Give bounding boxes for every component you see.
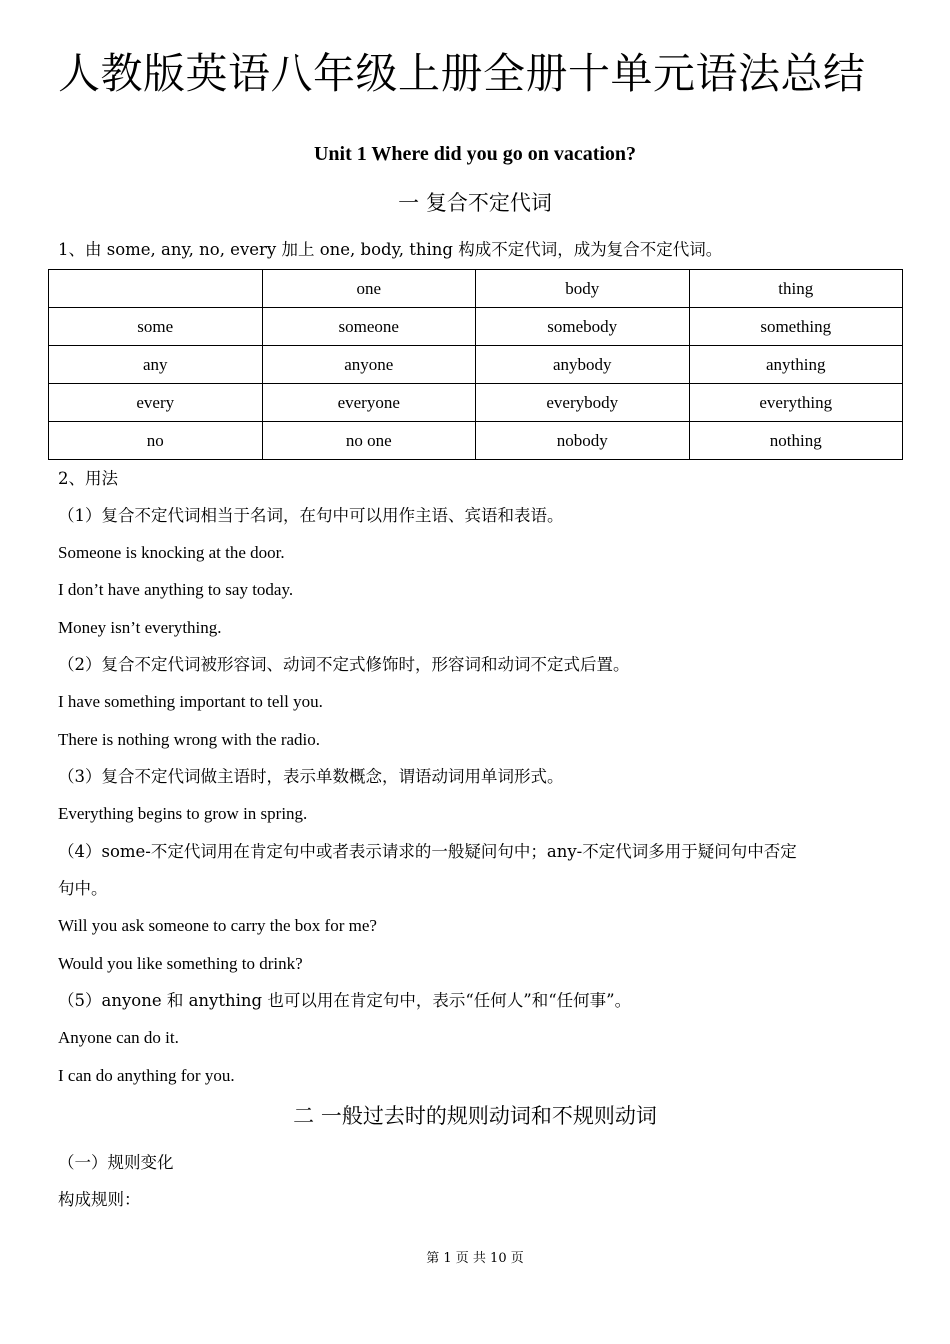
table-cell: any: [49, 346, 263, 384]
example-sentence: Everything begins to grow in spring.: [58, 804, 308, 823]
table-cell: everybody: [476, 384, 690, 422]
table-cell: some: [49, 308, 263, 346]
table-row: [49, 422, 903, 460]
table-header-cell: one: [262, 270, 476, 308]
usage-rule: （3）复合不定代词做主语时，表示单数概念，谓语动词用单词形式。: [58, 767, 564, 786]
usage-rule: （5）anyone 和 anything 也可以用在肯定句中，表示“任何人”和“任何事”。: [58, 991, 632, 1010]
table-row: [49, 308, 903, 346]
example-sentence: Someone is knocking at the door.: [58, 543, 285, 562]
table-cell: everyone: [262, 384, 476, 422]
example-sentence: Will you ask someone to carry the box for me?: [58, 916, 377, 935]
table-cell: someone: [262, 308, 476, 346]
table-cell: no: [49, 422, 263, 460]
table-cell: nothing: [689, 422, 903, 460]
table-cell: anything: [689, 346, 903, 384]
usage-rule: （1）复合不定代词相当于名词，在句中可以用作主语、宾语和表语。: [58, 506, 564, 525]
document-title: 人教版英语八年级上册全册十单元语法总结: [58, 49, 866, 98]
unit-heading: Unit 1 Where did you go on vacation?: [313, 143, 637, 165]
table-row: [49, 346, 903, 384]
subsection-title: （一）规则变化: [58, 1153, 174, 1172]
example-sentence: I have something important to tell you.: [58, 692, 323, 711]
table-header-cell: body: [476, 270, 690, 308]
example-sentence: I can do anything for you.: [58, 1066, 235, 1085]
usage-heading: 2、用法: [58, 469, 118, 488]
table-header-cell: thing: [689, 270, 903, 308]
table-cell: anybody: [476, 346, 690, 384]
example-sentence: Money isn’t everything.: [58, 618, 222, 637]
page-footer: 第 1 页 共 10 页: [426, 1251, 524, 1266]
table-cell: nobody: [476, 422, 690, 460]
table-header-row: [49, 270, 903, 308]
compound-pronoun-table: [48, 269, 903, 460]
table-cell: everything: [689, 384, 903, 422]
usage-rule: （2）复合不定代词被形容词、动词不定式修饰时，形容词和动词不定式后置。: [58, 655, 630, 674]
usage-rule: （4）some-不定代词用在肯定句中或者表示请求的一般疑问句中；any-不定代词多用于疑问句中否定: [58, 842, 797, 861]
table-cell: somebody: [476, 308, 690, 346]
example-sentence: Anyone can do it.: [58, 1028, 179, 1047]
section-title-past-tense-verbs: 二 一般过去时的规则动词和不规则动词: [293, 1104, 657, 1128]
table-cell: anyone: [262, 346, 476, 384]
table-cell: every: [49, 384, 263, 422]
subsection-rule-label: 构成规则：: [58, 1190, 141, 1209]
example-sentence: There is nothing wrong with the radio.: [58, 730, 321, 749]
table-cell: no one: [262, 422, 476, 460]
intro-paragraph: 1、由 some, any, no, every 加上 one, body, thing 构成不定代词，成为复合不定代词。: [58, 240, 723, 259]
usage-rule-continued: 句中。: [58, 879, 108, 898]
section-title-compound-pronouns: 一 复合不定代词: [398, 191, 552, 215]
table-row: [49, 384, 903, 422]
example-sentence: I don’t have anything to say today.: [58, 580, 294, 599]
table-header-cell: [49, 270, 263, 308]
table-cell: something: [689, 308, 903, 346]
example-sentence: Would you like something to drink?: [58, 954, 303, 973]
